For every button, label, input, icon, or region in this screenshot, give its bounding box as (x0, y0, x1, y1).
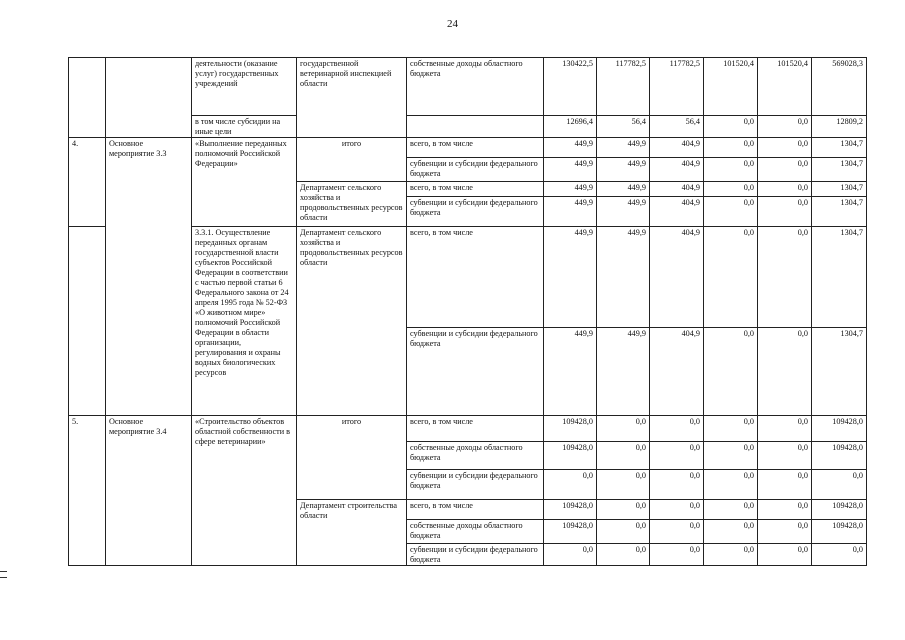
cell-value: 0,0 (758, 328, 812, 416)
cell-source: собственные доходы областного бюджета (407, 442, 544, 470)
cell-value: 404,9 (650, 182, 704, 197)
cell-value: 0,0 (704, 138, 758, 158)
cell-value: 0,0 (704, 116, 758, 138)
cell-value: 0,0 (704, 520, 758, 544)
cell-value: 0,0 (597, 520, 650, 544)
cell-value: 0,0 (758, 470, 812, 500)
cell-value: 0,0 (758, 520, 812, 544)
cell-value: 109428,0 (544, 520, 597, 544)
cell-value: 1304,7 (812, 227, 867, 328)
cell-value: 404,9 (650, 227, 704, 328)
cell-value: 449,9 (597, 197, 650, 227)
cell-number (69, 227, 106, 416)
cell-value: 1304,7 (812, 138, 867, 158)
cell-executor: итого (297, 416, 407, 500)
cell-value: 12809,2 (812, 116, 867, 138)
cell-value: 109428,0 (812, 520, 867, 544)
cell-source: собственные доходы областного бюджета (407, 520, 544, 544)
cell-value: 109428,0 (544, 442, 597, 470)
budget-table (68, 57, 867, 566)
cell-value: 0,0 (704, 328, 758, 416)
cell-value: 0,0 (704, 470, 758, 500)
table-row (69, 58, 867, 116)
cell-value: 404,9 (650, 197, 704, 227)
cell-value: 449,9 (597, 182, 650, 197)
cell-title: «Выполнение переданных полномочий Российской Федерации» (192, 138, 297, 227)
cell-value: 0,0 (597, 500, 650, 520)
cell-value: 109428,0 (544, 500, 597, 520)
cell-value: 0,0 (704, 416, 758, 442)
cell-value: 449,9 (597, 227, 650, 328)
cell-value: 0,0 (650, 470, 704, 500)
cell-source: субвенции и субсидии федерального бюджета (407, 197, 544, 227)
table-row (69, 138, 867, 158)
cell-value: 101520,4 (704, 58, 758, 116)
cell-number (69, 58, 106, 138)
cell-value: 0,0 (812, 470, 867, 500)
cell-value: 0,0 (758, 182, 812, 197)
cell-value: 1304,7 (812, 182, 867, 197)
cell-event: Основное мероприятие 3.4 (106, 416, 192, 566)
cell-title: 3.3.1. Осуществление переданных органам государственной власти субъектов Российской Федерации в соответствии с частью первой статьи 6 Федерального закона от 24 апреля 1995 года № 52-ФЗ «О животном мире» полномочий Российской Федерации в области организации, регулирования и охраны водных биологических ресурсов (192, 227, 297, 416)
cell-source: всего, в том числе (407, 138, 544, 158)
cell-value: 1304,7 (812, 197, 867, 227)
cell-source: субвенции и субсидии федерального бюджета (407, 470, 544, 500)
cell-value: 0,0 (758, 138, 812, 158)
cell-value: 0,0 (704, 227, 758, 328)
cell-value: 0,0 (704, 544, 758, 566)
cell-source: всего, в том числе (407, 182, 544, 197)
cell-value: 0,0 (812, 544, 867, 566)
margin-mark (0, 571, 7, 572)
cell-value: 109428,0 (812, 416, 867, 442)
cell-value: 0,0 (758, 227, 812, 328)
cell-executor: Департамент сельского хозяйства и продовольственных ресурсов области (297, 227, 407, 416)
cell-source: всего, в том числе (407, 227, 544, 328)
cell-value: 0,0 (597, 416, 650, 442)
cell-value: 449,9 (544, 227, 597, 328)
cell-value: 0,0 (704, 182, 758, 197)
cell-value: 449,9 (597, 328, 650, 416)
cell-source: субвенции и субсидии федерального бюджета (407, 158, 544, 182)
cell-value: 12696,4 (544, 116, 597, 138)
cell-value: 449,9 (544, 158, 597, 182)
cell-title: в том числе субсидии на иные цели (192, 116, 297, 138)
cell-value: 101520,4 (758, 58, 812, 116)
cell-value: 109428,0 (812, 500, 867, 520)
cell-value: 0,0 (650, 544, 704, 566)
cell-value: 449,9 (544, 197, 597, 227)
cell-executor: итого (297, 138, 407, 182)
cell-value: 109428,0 (544, 416, 597, 442)
cell-value: 0,0 (650, 442, 704, 470)
cell-value: 0,0 (758, 197, 812, 227)
cell-value: 569028,3 (812, 58, 867, 116)
cell-value: 449,9 (597, 158, 650, 182)
cell-source (407, 116, 544, 138)
cell-value: 0,0 (758, 416, 812, 442)
cell-value: 0,0 (597, 442, 650, 470)
cell-value: 1304,7 (812, 328, 867, 416)
cell-value: 0,0 (704, 500, 758, 520)
cell-value: 130422,5 (544, 58, 597, 116)
cell-number: 5. (69, 416, 106, 566)
cell-value: 404,9 (650, 138, 704, 158)
cell-value: 0,0 (597, 470, 650, 500)
cell-source: всего, в том числе (407, 500, 544, 520)
cell-value: 0,0 (597, 544, 650, 566)
cell-value: 109428,0 (812, 442, 867, 470)
cell-value: 0,0 (758, 442, 812, 470)
cell-source: субвенции и субсидии федерального бюджета (407, 328, 544, 416)
cell-value: 0,0 (758, 544, 812, 566)
cell-title: деятельности (оказание услуг) государственных учреждений (192, 58, 297, 116)
cell-event: Основное мероприятие 3.3 (106, 138, 192, 416)
margin-mark (0, 577, 7, 578)
cell-source: всего, в том числе (407, 416, 544, 442)
cell-value: 0,0 (704, 158, 758, 182)
cell-value: 0,0 (650, 416, 704, 442)
cell-title: «Строительство объектов областной собственности в сфере ветеринарии» (192, 416, 297, 566)
cell-value: 404,9 (650, 328, 704, 416)
cell-value: 0,0 (758, 116, 812, 138)
cell-value: 0,0 (758, 158, 812, 182)
cell-source: собственные доходы областного бюджета (407, 58, 544, 116)
cell-value: 56,4 (597, 116, 650, 138)
cell-value: 0,0 (650, 500, 704, 520)
cell-executor: Департамент сельского хозяйства и продовольственных ресурсов области (297, 182, 407, 227)
cell-value: 0,0 (758, 500, 812, 520)
cell-source: субвенции и субсидии федерального бюджета (407, 544, 544, 566)
cell-value: 449,9 (597, 138, 650, 158)
cell-value: 0,0 (544, 470, 597, 500)
cell-value: 449,9 (544, 138, 597, 158)
cell-value: 117782,5 (650, 58, 704, 116)
cell-value: 449,9 (544, 328, 597, 416)
cell-value: 56,4 (650, 116, 704, 138)
cell-value: 0,0 (544, 544, 597, 566)
cell-value: 0,0 (704, 442, 758, 470)
cell-value: 404,9 (650, 158, 704, 182)
cell-value: 117782,5 (597, 58, 650, 116)
cell-value: 449,9 (544, 182, 597, 197)
cell-value: 1304,7 (812, 158, 867, 182)
cell-number: 4. (69, 138, 106, 227)
cell-executor: государственной ветеринарной инспекцией области (297, 58, 407, 138)
cell-value: 0,0 (650, 520, 704, 544)
cell-value: 0,0 (704, 197, 758, 227)
page-number: 24 (447, 18, 458, 30)
cell-executor: Департамент строительства области (297, 500, 407, 566)
cell-event (106, 58, 192, 138)
table-row (69, 416, 867, 442)
